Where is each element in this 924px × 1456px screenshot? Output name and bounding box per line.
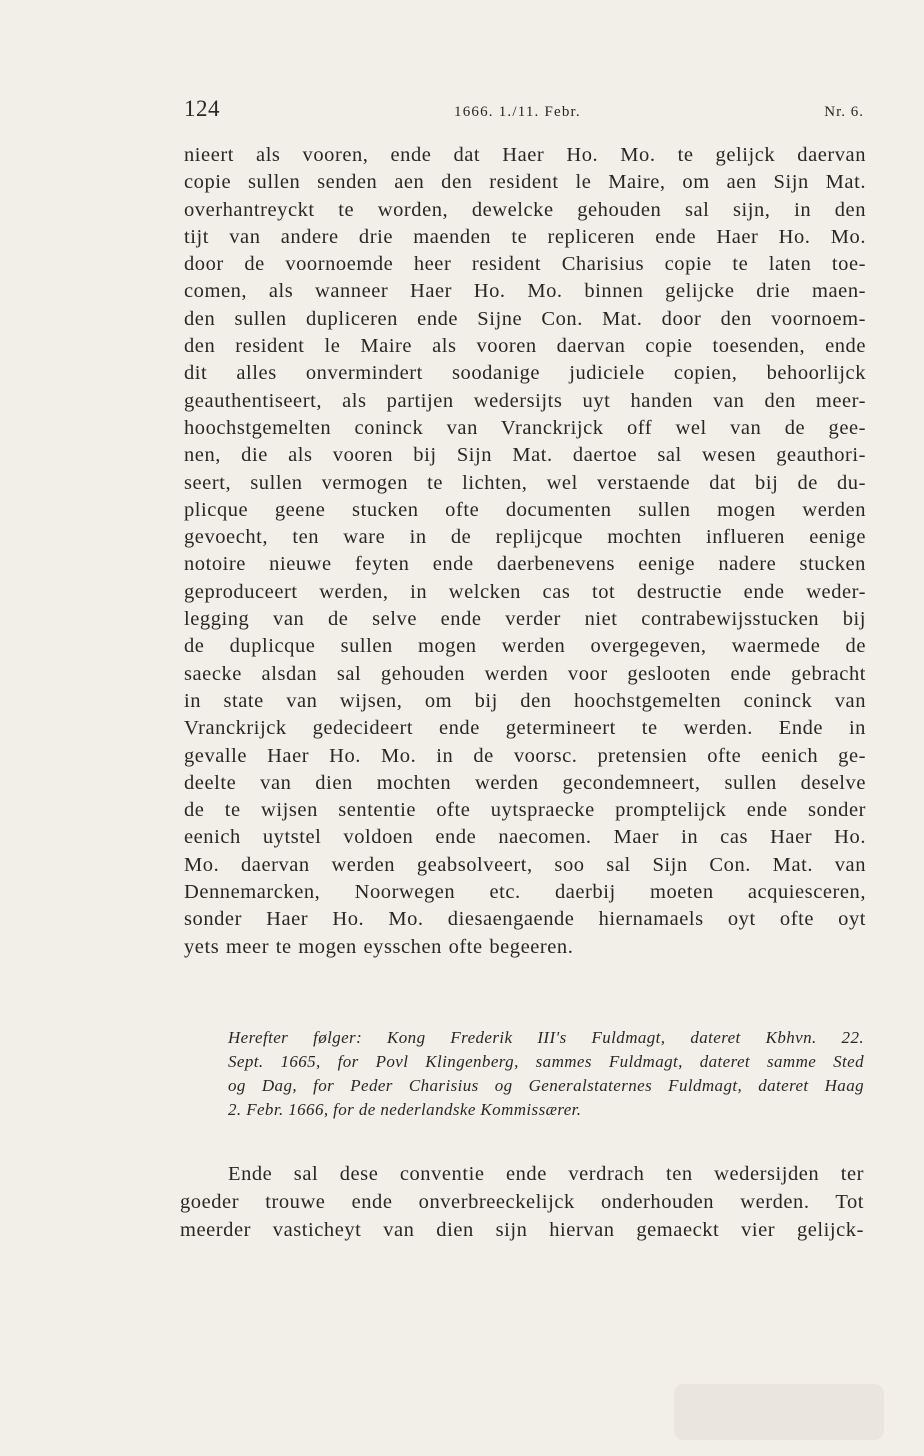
text-line: nieert als vooren, ende dat Haer Ho. Mo. te gelijck daervan xyxy=(184,144,866,166)
text-line: door de voornoemde heer resident Charisius copie te laten toe- xyxy=(184,253,866,276)
text-line: legging van de selve ende verder niet contrabewijsstucken bij xyxy=(184,608,866,631)
text-line: comen, als wanneer Haer Ho. Mo. binnen gelijcke drie maen- xyxy=(184,280,866,303)
note-line: Sept. 1665, for Povl Klingenberg, sammes Fuldmagt, dateret samme Sted xyxy=(228,1052,864,1071)
text-line: meerder vasticheyt van dien sijn hiervan gemaeckt vier gelijck- xyxy=(180,1219,864,1241)
text-line: dit alles onvermindert soodanige judiciele copien, behoorlijck xyxy=(184,362,866,385)
text-line: geproduceert werden, in welcken cas tot destructie ende weder- xyxy=(184,580,866,603)
text-line: hoochstgemelten coninck van Vranckrijck off wel van de gee- xyxy=(184,416,866,439)
text-line: Mo. daervan werden geabsolveert, soo sal Sijn Con. Mat. van xyxy=(184,853,866,876)
document-number: Nr. 6. xyxy=(824,104,864,120)
text-line: seert, sullen vermogen te lichten, wel verstaende dat bij de du- xyxy=(184,471,866,494)
text-line: Vranckrijck gedecideert ende getermineert te werden. Ende in xyxy=(184,717,866,740)
running-title: 1666. 1./11. Febr. xyxy=(454,104,581,120)
note-line: 2. Febr. 1666, for de nederlandske Kommissærer. xyxy=(228,1100,582,1119)
main-paragraph xyxy=(184,142,866,961)
text-line: de te wijsen sententie ofte uytspraecke promptelijck ende sonder xyxy=(184,799,866,822)
text-line: saecke alsdan sal gehouden werden voor geslooten ende gebracht xyxy=(184,662,866,685)
editorial-note xyxy=(228,1026,864,1122)
text-line: den sullen dupliceren ende Sijne Con. Mat. door den voornoem- xyxy=(184,307,866,330)
text-line: gevoecht, ten ware in de replijcque mochten influeren eenige xyxy=(184,526,866,549)
text-line: de duplicque sullen mogen werden overgegeven, waermede de xyxy=(184,635,866,658)
text-line: in state van wijsen, om bij den hoochstgemelten coninck van xyxy=(184,689,866,712)
text-line: geauthentiseert, als partijen wedersijts uyt handen van den meer- xyxy=(184,389,866,412)
text-line: eenich uytstel voldoen ende naecomen. Maer in cas Haer Ho. xyxy=(184,826,866,849)
text-line: Ende sal dese conventie ende verdrach ten wedersijden ter xyxy=(228,1163,864,1185)
page-header xyxy=(184,96,864,126)
text-line: overhantreyckt te worden, dewelcke gehouden sal sijn, in den xyxy=(184,198,866,221)
text-line: copie sullen senden aen den resident le Maire, om aen Sijn Mat. xyxy=(184,171,866,194)
closing-paragraph xyxy=(180,1160,864,1244)
note-line: Herefter følger: Kong Frederik III's Fuldmagt, dateret Kbhvn. 22. xyxy=(228,1028,864,1047)
text-line: notoire nieuwe feyten ende daerbenevens eenige nadere stucken xyxy=(184,553,866,576)
page-number: 124 xyxy=(184,96,220,121)
text-line: plicque geene stucken ofte documenten sullen mogen werden xyxy=(184,498,866,521)
paper-smudge xyxy=(674,1384,884,1440)
text-line: Dennemarcken, Noorwegen etc. daerbij moeten acquiesceren, xyxy=(184,881,866,904)
text-line: goeder trouwe ende onverbreeckelijck onderhouden werden. Tot xyxy=(180,1191,864,1213)
text-line: yets meer te mogen eysschen ofte begeeren. xyxy=(184,935,574,958)
text-line: sonder Haer Ho. Mo. diesaengaende hiernamaels oyt ofte oyt xyxy=(184,908,866,931)
text-line: tijt van andere drie maenden te repliceren ende Haer Ho. Mo. xyxy=(184,225,866,248)
note-line: og Dag, for Peder Charisius og Generalstaternes Fuldmagt, dateret Haag xyxy=(228,1076,864,1095)
text-line: nen, die als vooren bij Sijn Mat. daertoe sal wesen geauthori- xyxy=(184,444,866,467)
text-line: deelte van dien mochten werden gecondemneert, sullen deselve xyxy=(184,771,866,794)
text-line: den resident le Maire als vooren daervan copie toesenden, ende xyxy=(184,335,866,358)
text-line: gevalle Haer Ho. Mo. in de voorsc. pretensien ofte eenich ge- xyxy=(184,744,866,767)
